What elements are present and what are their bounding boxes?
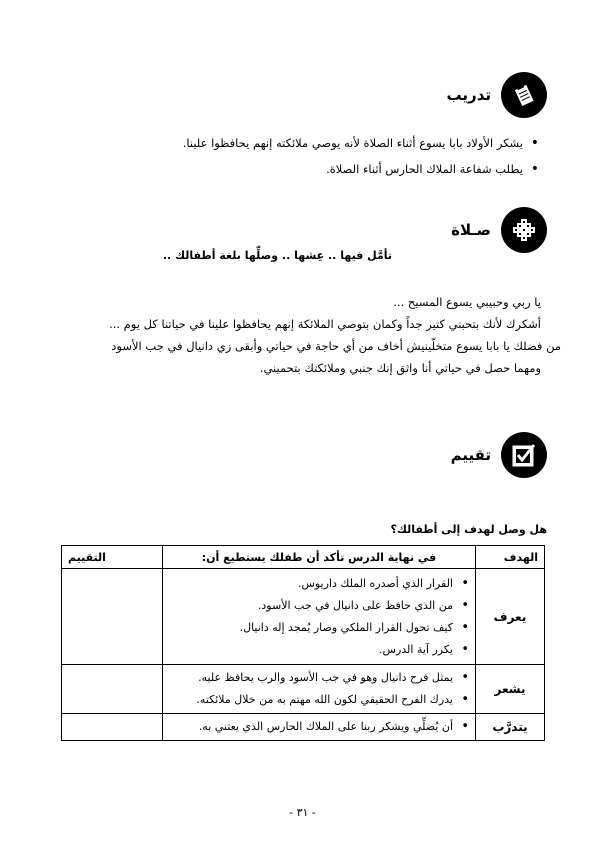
goal-cell: يتدرَّب [476,714,545,741]
list-item: • يطلب شفاعة الملاك الحارس أثناء الصلاة. [61,156,541,182]
prayer-line: ومهما حصل في حياتي أنا واثق إنك جنبي وملائكتك بتحميني. [259,361,541,375]
prayer-line: أشكرك لأنك بتحبني كتير جداً وكمان بتوصي الملائكة إنهم يحافظوا علينا في حياتنا كل يوم ... [109,317,541,331]
goal-cell: يشعر [476,665,545,714]
list-item: • أن يُصلِّي ويشكر ربنا على الملاك الحارس الذي يعتني به. [169,716,469,738]
list-item: • كيف تحول القرار الملكي وصار يُمجد إله دانيال. [169,617,469,639]
evaluation-table [61,545,545,741]
rating-cell [62,714,163,741]
list-item: • القرار الذي أصدره الملك داريوس. [169,573,469,595]
goal-cell: يعرف [476,569,545,665]
evaluation-question: هل وصل لهدف إلى أطفالك؟ [390,523,547,536]
clipboard-icon [501,72,547,118]
table-row [62,714,545,741]
prayer-header [451,207,547,253]
prayer-line: من فضلك يا بابا يسوع متخلّينيش أخاف من أي حاجة في حياتي وأبقى زي دانيال في جب الأسود [111,339,561,353]
rating-cell [62,569,163,665]
list-item: • يمثل فرح دانيال وهو في جب الأسود والرب يحافظ عليه. [169,667,469,689]
cross-icon [501,207,547,253]
outcome-cell [163,714,476,741]
list-item: • يكرر آية الدرس. [169,639,469,661]
checkbox-icon [501,432,547,478]
goal-header: الهدف [476,546,545,569]
outcome-header: في نهاية الدرس تأكد أن طفلك يستطيع أن: [163,546,476,569]
list-item: • من الذي حافظ على دانيال في جب الأسود. [169,595,469,617]
outcome-cell [163,569,476,665]
evaluation-title: تقييم [450,446,491,464]
table-row [62,569,545,665]
prayer-title: صـلاة [451,221,491,239]
training-bullets [61,130,541,182]
table-row [62,665,545,714]
table-header-row [62,546,545,569]
evaluation-header [451,432,547,478]
page-number: - ٣١ - [289,806,316,819]
prayer-text [41,291,561,379]
list-item: • يدرك الفرح الحقيقي لكون الله مهتم به من خلال ملائكته. [169,689,469,711]
training-title: تدريب [446,86,491,104]
rating-header: التقييم [62,546,163,569]
prayer-line: يا ربي وحبيبي يسوع المسيح ... [393,295,541,309]
rating-cell [62,665,163,714]
list-item: • يشكر الأولاد بابا يسوع أثناء الصلاة لأنه يوصي ملائكته إنهم يحافظوا علينا. [61,130,541,156]
prayer-subtitle: تأمَّل فيها .. عِشها .. وصلِّها بلغة أطفالك .. [162,249,392,262]
outcome-cell [163,665,476,714]
training-header [447,72,547,118]
